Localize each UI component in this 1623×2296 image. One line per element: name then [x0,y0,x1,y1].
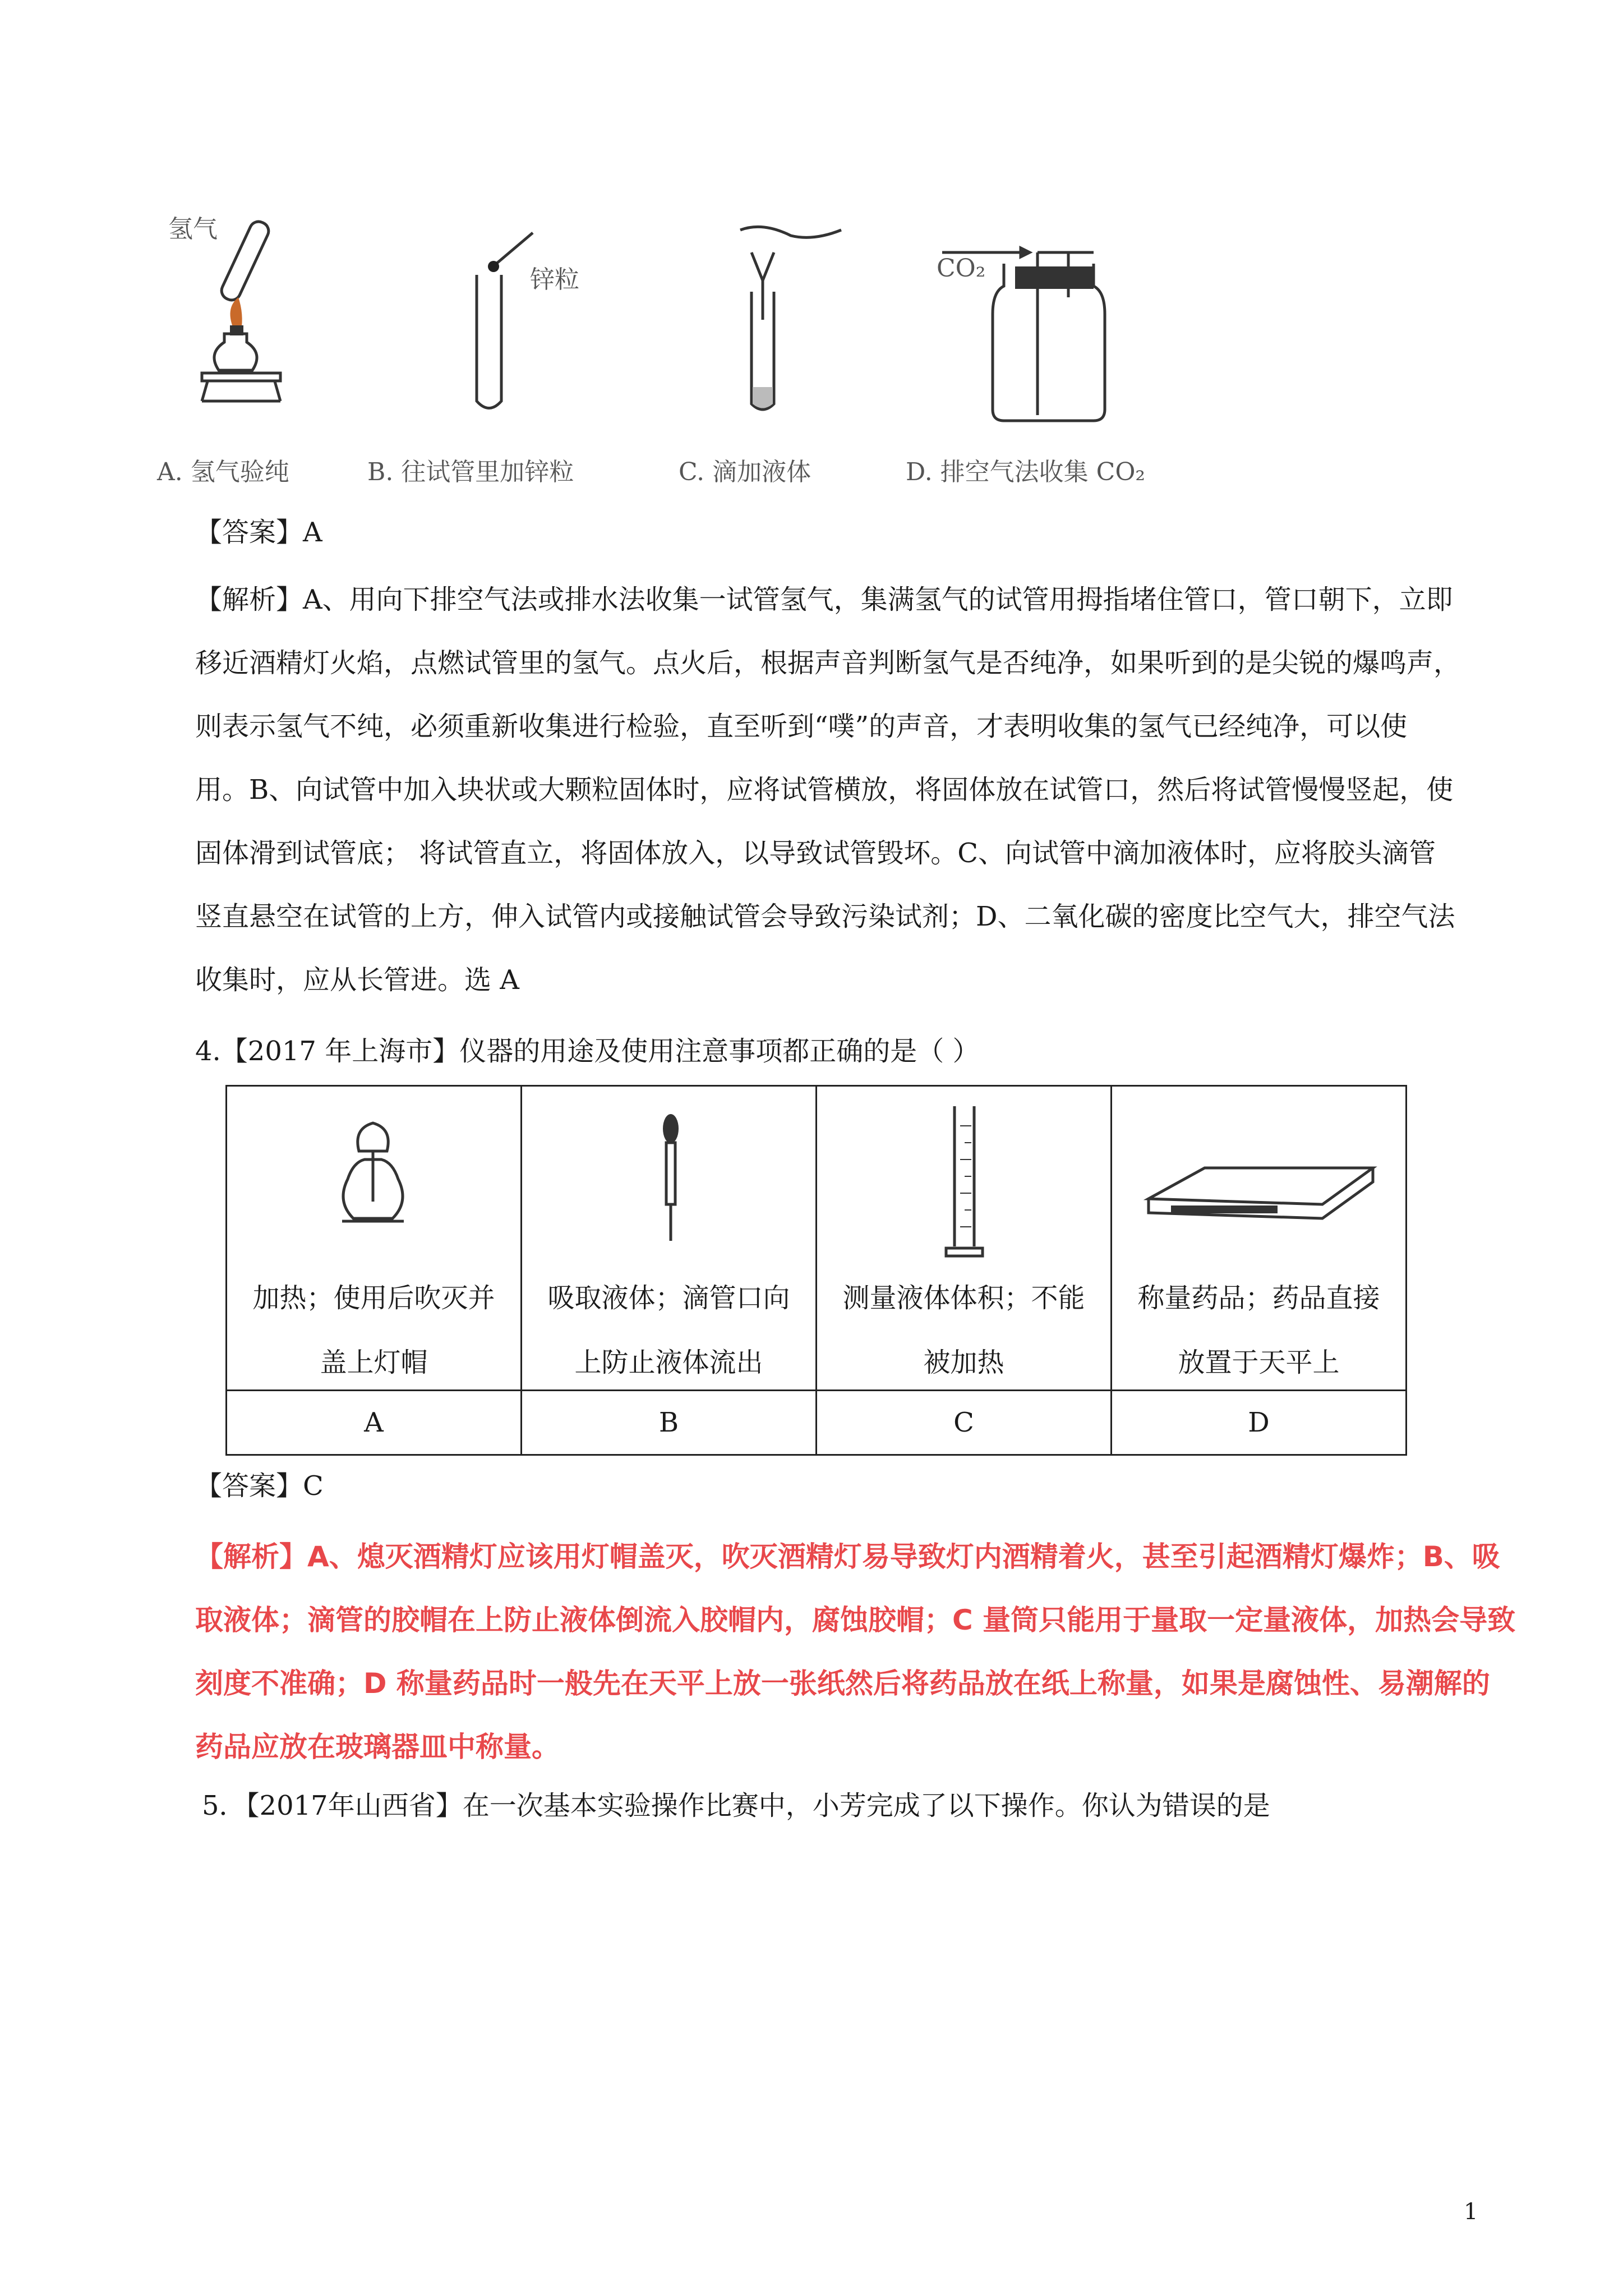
q4-analysis-line: 取液体；滴管的胶帽在上防止液体倒流入胶帽内，腐蚀胶帽；C 量筒只能用于量取一定量液体，加热会导致 [195,1604,1516,1636]
zinc-label: 锌粒 [530,265,579,294]
q3-analysis-line: 用。B、向试管中加入块状或大颗粒固体时，应将试管横放，将固体放在试管口，然后将试管慢慢竖起，使 [195,774,1454,806]
q3-analysis-line: 固体滑到试管底； 将试管直立，将固体放入，以导致试管毁坏。C、向试管中滴加液体时，应将胶头滴管 [195,838,1436,869]
option-a-text-2: 盖上灯帽 [320,1347,428,1378]
graduated-cylinder-icon [943,1103,988,1260]
option-d-text-2: 放置于天平上 [1178,1347,1340,1378]
option-c-text-1: 测量液体体积；不能 [842,1282,1085,1314]
option-b-text-1: 吸取液体；滴管口向 [547,1282,790,1314]
option-d-label: D [1112,1391,1407,1455]
q4-stem: 4.【2017 年上海市】仪器的用途及使用注意事项都正确的是（ ） [195,1036,980,1067]
co2-label: CO₂ [937,254,986,283]
q4-option-d-cell [1112,1086,1407,1391]
q4-analysis-line: 药品应放在玻璃器皿中称量。 [195,1731,560,1763]
hydrogen-label: 氢气 [168,215,218,243]
zinc-tube-diagram [465,222,611,418]
option-c-label: C [817,1391,1112,1455]
dropper-diagram [729,219,852,421]
q5-stem: 5．【2017年山西省】在一次基本实验操作比赛中，小芳完成了以下操作。你认为错误的是 [202,1790,1270,1821]
q4-option-a-cell [227,1086,522,1391]
option-a-text-1: 加热；使用后吹灭并 [252,1282,495,1314]
option-b-label: B [522,1391,817,1455]
q3-analysis-line: 则表示氢气不纯，必须重新收集进行检验，直至听到“噗”的声音，才表明收集的氢气已经纯净，可以使 [195,711,1408,742]
q3-analysis-line: 【解析】A、用向下排空气法或排水法收集一试管氢气，集满氢气的试管用拇指堵住管口，管口朝下，立即 [195,584,1453,615]
experiment-figure [0,0,1623,494]
dropper-icon [657,1112,685,1246]
caption-c: C. 滴加液体 [679,458,811,486]
q4-analysis-line: 【解析】A、熄灭酒精灯应该用灯帽盖灭，吹灭酒精灯易导致灯内酒精着火，甚至引起酒精灯爆炸；B、吸 [195,1540,1500,1573]
option-d-text-1: 称量药品；药品直接 [1137,1282,1380,1314]
q3-analysis-line: 移近酒精灯火焰，点燃试管里的氢气。点火后，根据声音判断氢气是否纯净，如果听到的是尖锐的爆鸣声， [195,647,1461,679]
option-b-text-2: 上防止液体流出 [574,1347,763,1378]
q3-answer: 【答案】A [195,517,322,548]
q3-analysis-line: 竖直悬空在试管的上方，伸入试管内或接触试管会导致污染试剂；D、二氧化碳的密度比空气大，排空气法 [195,901,1455,932]
caption-b: B. 往试管里加锌粒 [367,458,574,486]
q4-analysis-line: 刻度不准确；D 称量药品时一般先在天平上放一张纸然后将药品放在纸上称量，如果是腐蚀性、易潮解的 [195,1667,1490,1700]
q3-analysis-line: 收集时，应从长管进。选 A [195,964,519,996]
balance-icon [1137,1159,1384,1249]
option-c-text-2: 被加热 [923,1347,1004,1378]
caption-a: A. 氢气验纯 [157,458,289,486]
alcohol-lamp-icon [331,1117,415,1230]
page-number: 1 [1464,2199,1478,2225]
option-a-label: A [227,1391,522,1455]
q4-option-b-cell [522,1086,817,1391]
caption-d: D. 排空气法收集 CO₂ [906,458,1146,486]
q4-answer: 【答案】C [195,1470,324,1502]
q4-option-c-cell [817,1086,1112,1391]
q4-options-table [225,1085,1407,1456]
